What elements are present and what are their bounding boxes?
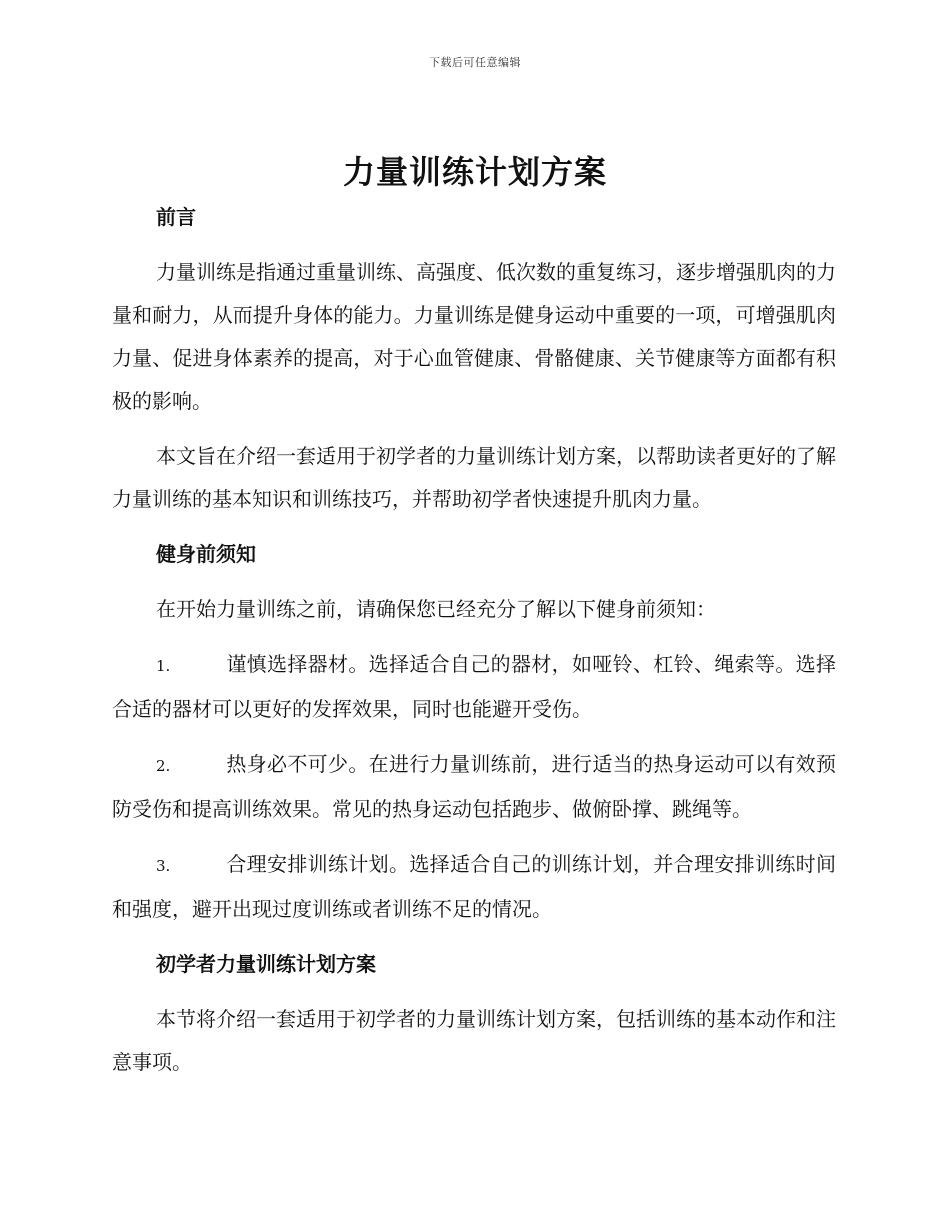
intro-paragraph-2: 本文旨在介绍一套适用于初学者的力量训练计划方案，以帮助读者更好的了解力量训练的基本知识和训练技巧，并帮助初学者快速提升肌肉力量。 xyxy=(112,444,836,511)
list-item-text: 合理安排训练计划。选择适合自己的训练计划，并合理安排训练时间和强度，避开出现过度训练或者训练不足的情况。 xyxy=(112,852,836,921)
list-item-number: 2. xyxy=(156,757,171,775)
section-heading-prereq: 健身前须知 xyxy=(156,542,256,566)
list-item-text: 谨慎选择器材。选择适合自己的器材，如哑铃、杠铃、绳索等。选择合适的器材可以更好的发挥效果，同时也能避开受伤。 xyxy=(112,652,836,721)
list-item xyxy=(112,643,836,731)
list-item xyxy=(112,743,836,831)
section-heading-plan: 初学者力量训练计划方案 xyxy=(156,952,376,976)
list-item-text: 热身必不可少。在进行力量训练前，进行适当的热身运动可以有效预防受伤和提高训练效果。常见的热身运动包括跑步、做俯卧撑、跳绳等。 xyxy=(112,752,836,821)
list-item-number: 3. xyxy=(156,857,171,875)
header-note: 下载后可任意编辑 xyxy=(429,56,521,69)
plan-paragraph-1: 本节将介绍一套适用于初学者的力量训练计划方案，包括训练的基本动作和注意事项。 xyxy=(112,1007,836,1074)
document-body xyxy=(112,196,836,1096)
list-item-number: 1. xyxy=(156,657,171,675)
section-heading-intro: 前言 xyxy=(156,205,196,229)
document-title: 力量训练计划方案 xyxy=(342,153,607,191)
prereq-lead-paragraph: 在开始力量训练之前，请确保您已经充分了解以下健身前须知： xyxy=(156,597,716,621)
intro-paragraph-1: 力量训练是指通过重量训练、高强度、低次数的重复练习，逐步增强肌肉的力量和耐力，从而提升身体的能力。力量训练是健身运动中重要的一项，可增强肌肉力量、促进身体素养的提高，对于心血管健康、骨骼健康、关节健康等方面都有积极的影响。 xyxy=(112,260,836,413)
list-item xyxy=(112,843,836,931)
